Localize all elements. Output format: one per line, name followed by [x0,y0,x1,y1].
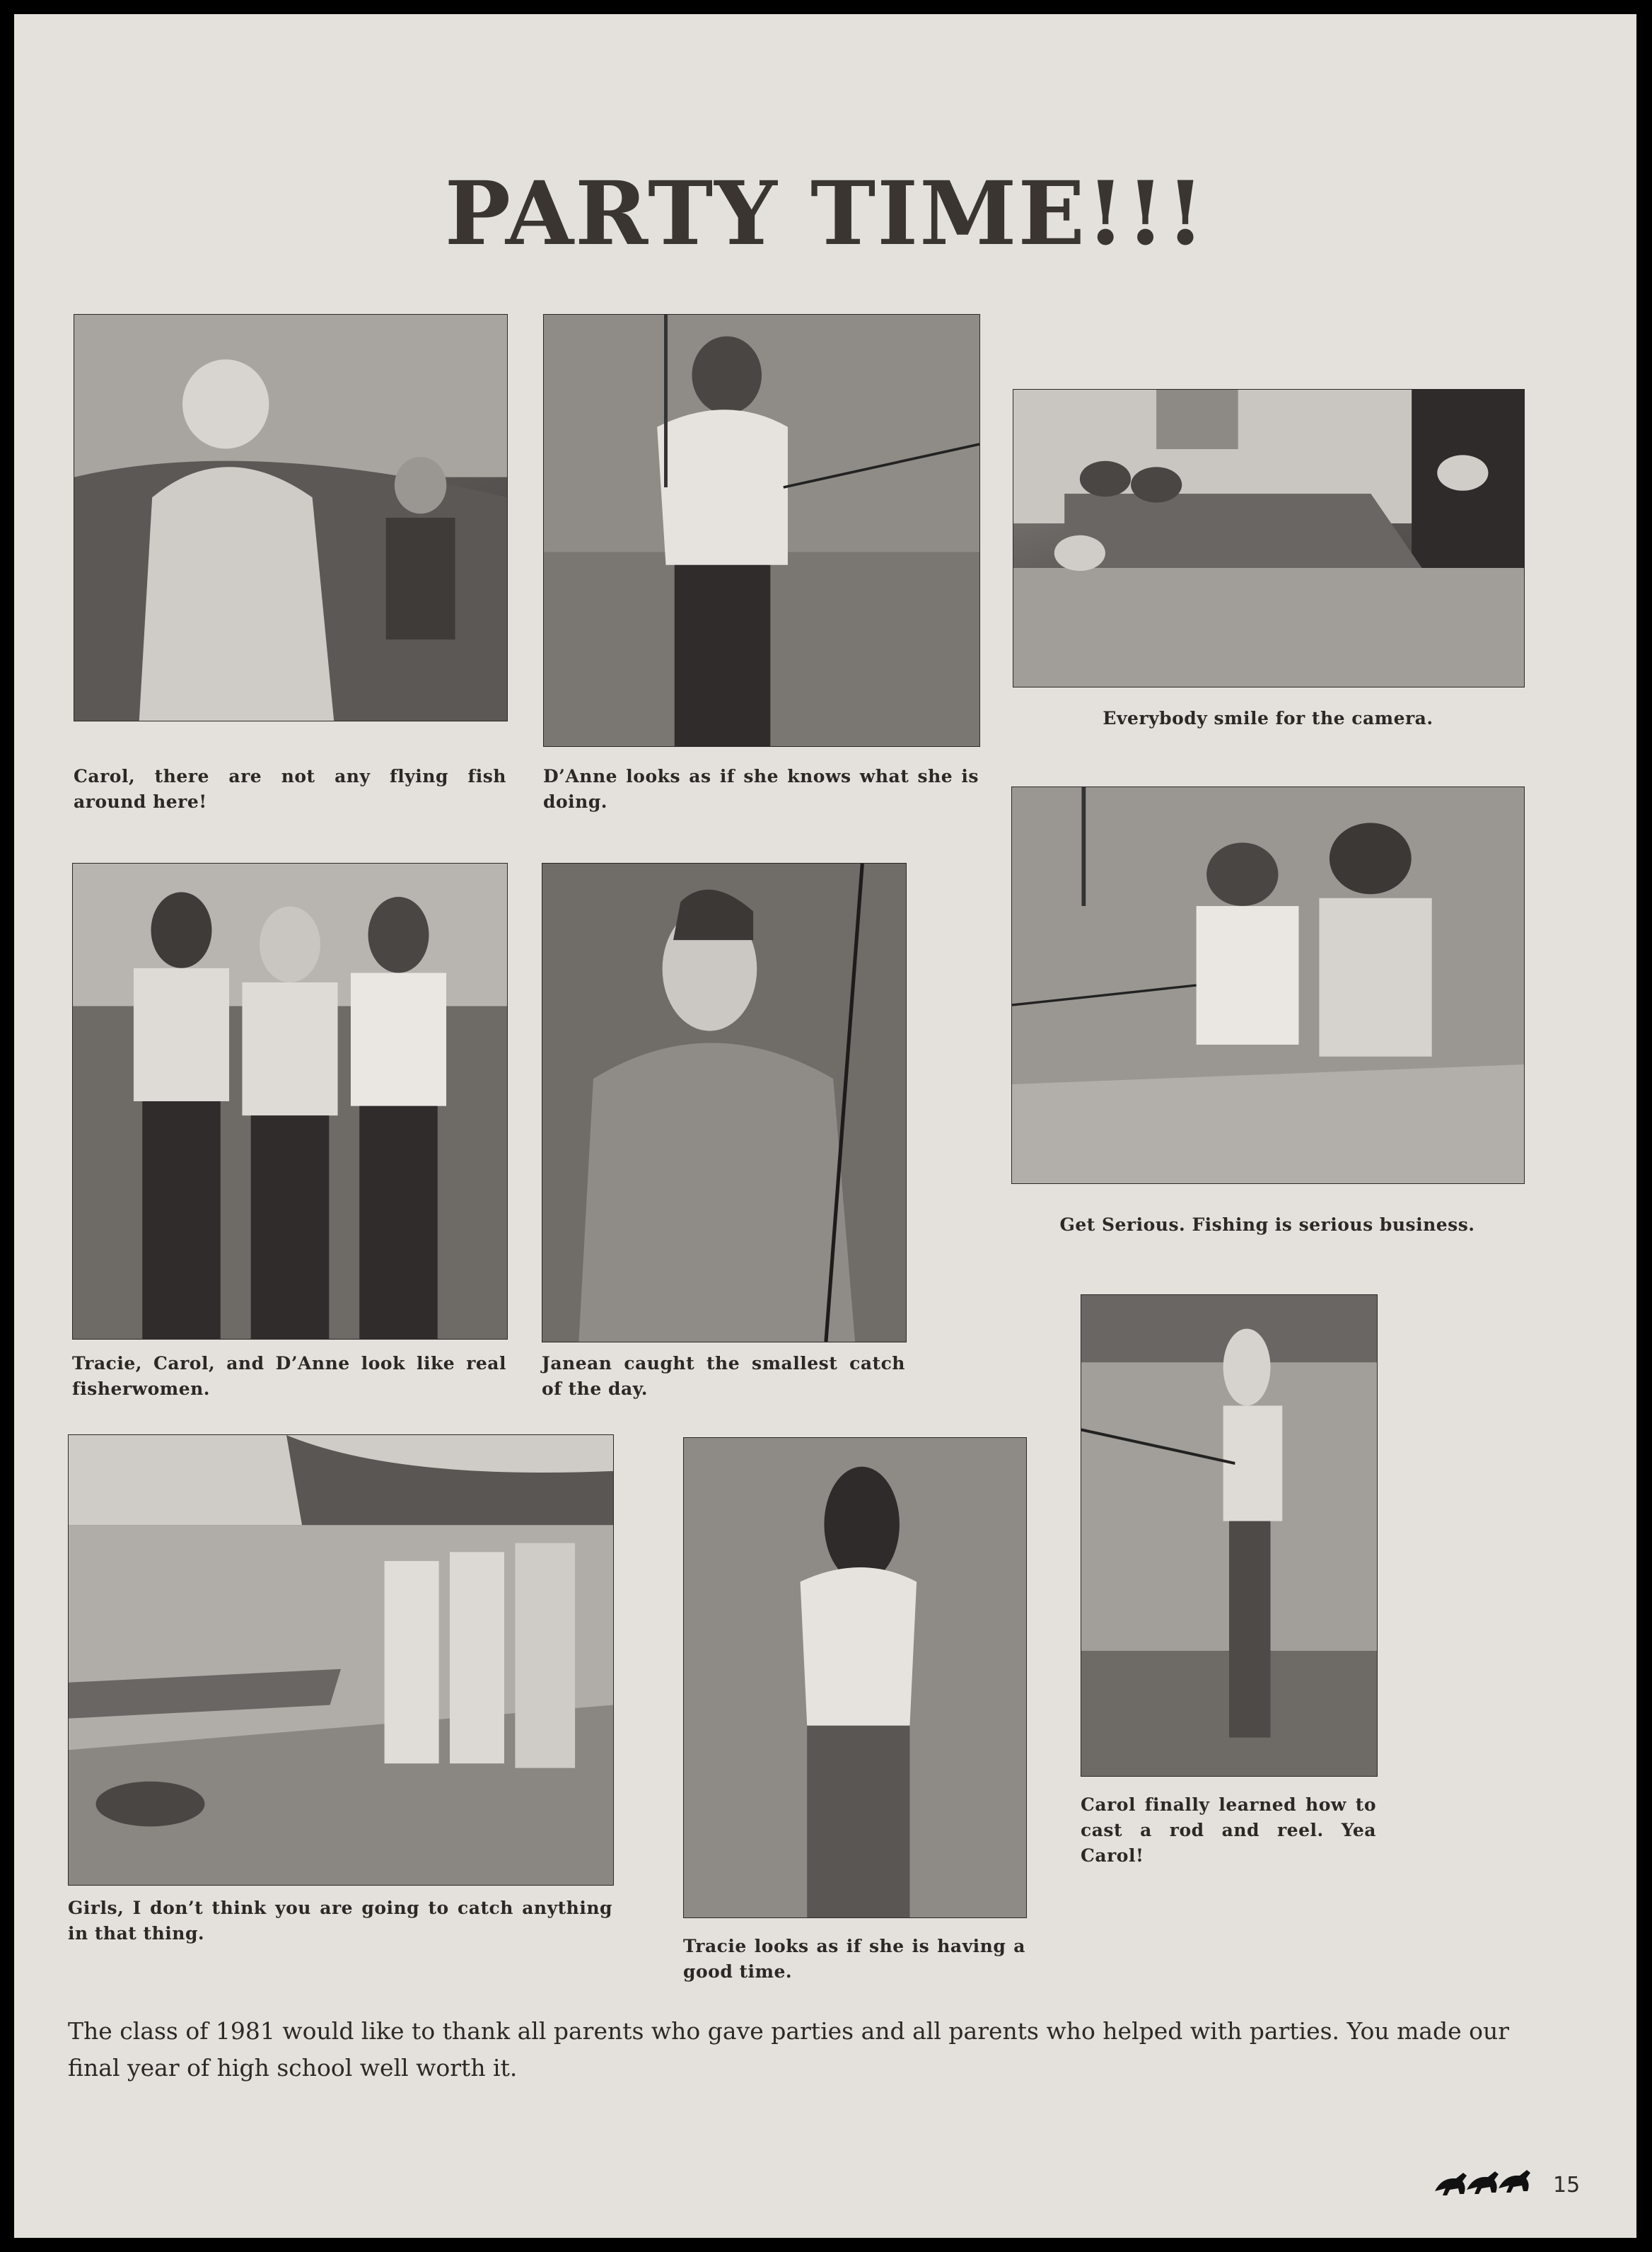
photo-janean-catch [542,863,907,1342]
yearbook-page [14,14,1636,2238]
page-title: PARTY TIME!!! [444,163,1206,265]
photo-carol-fishing [74,314,508,721]
caption-4: Tracie, Carol, and D’Anne look like real fisherwomen. [72,1353,506,1399]
caption-3: Everybody smile for the camera. [1103,708,1433,729]
caption-5: Janean caught the smallest catch of the day. [542,1353,905,1399]
footer-thanks-text: The class of 1981 would like to thank all parents who gave parties and all parents who helped with parties. You made our final year of high school well worth it. [68,2017,1510,2082]
photo-three-fisherwomen [72,863,508,1340]
photo-danne-fishing [543,314,980,747]
caption-7: Girls, I don’t think you are going to catch anything in that thing. [68,1898,612,1944]
photo-girls-lakeside [68,1434,614,1886]
caption-2: D’Anne looks as if she knows what she is doing. [543,766,979,812]
caption-8: Tracie looks as if she is having a good time. [683,1936,1025,1982]
photo-carol-casting [1081,1294,1378,1777]
photo-group-truck [1013,389,1525,687]
running-horses-icon [1431,2163,1537,2205]
photo-boat-fishing [1011,787,1525,1184]
page-number: 15 [1553,2173,1581,2198]
caption-6: Get Serious. Fishing is serious business. [1059,1214,1475,1235]
caption-1: Carol, there are not any flying fish around here! [74,766,506,812]
caption-9: Carol finally learned how to cast a rod and reel. Yea Carol! [1081,1794,1376,1866]
photo-tracie-posing [683,1437,1027,1918]
